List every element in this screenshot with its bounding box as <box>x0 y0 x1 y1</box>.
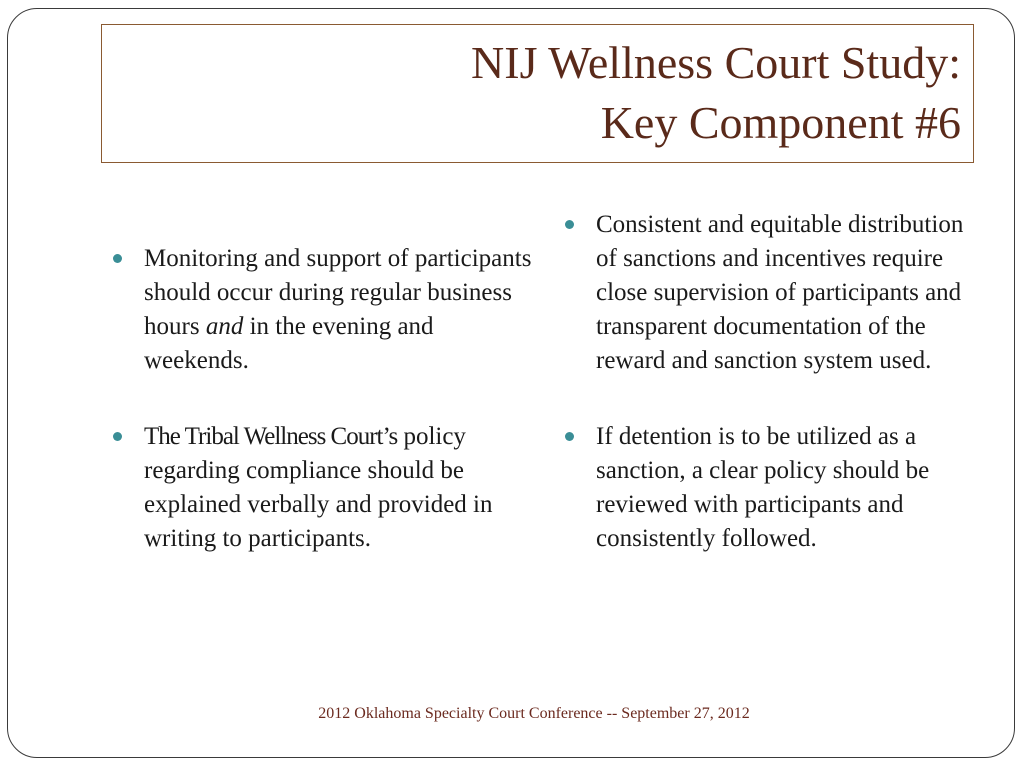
left-bullet-2-lead: The Tribal Wellness Court’s <box>144 423 398 450</box>
left-column <box>112 242 532 556</box>
right-bullet-sanctions <box>564 208 984 378</box>
left-bullet-1-emphasis: and <box>205 313 244 340</box>
bullet-dot-icon <box>113 432 122 441</box>
title-box <box>101 24 974 163</box>
footer-text: 2012 Oklahoma Specialty Court Conference -- September 27, 2012 <box>318 705 750 722</box>
title-line-1: NIJ Wellness Court Study: <box>471 37 961 88</box>
bullet-dot-icon <box>113 254 122 263</box>
left-bullet-1-text-b: in the evening and weekends. <box>144 313 434 374</box>
left-bullet-2-text: policy regarding compliance should be explained verbally and provided in writing to participants. <box>144 423 493 552</box>
left-bullet-1-text-a: Monitoring and support of participants should occur during regular business hours <box>144 245 532 340</box>
bullet-dot-icon <box>565 432 574 441</box>
bullet-dot-icon <box>565 220 574 229</box>
left-bullet-policy <box>112 420 532 556</box>
right-bullet-2-text: If detention is to be utilized as a sanction, a clear policy should be reviewed with participants and consistently followed. <box>596 423 930 552</box>
right-bullet-detention <box>564 420 984 556</box>
right-column <box>564 208 984 556</box>
title-line-2: Key Component #6 <box>600 97 961 148</box>
left-bullet-monitoring <box>112 242 532 378</box>
right-bullet-1-text: Consistent and equitable distribution of sanctions and incentives require close supervision of participants and transparent documentation of the reward and sanction system used. <box>596 211 964 374</box>
